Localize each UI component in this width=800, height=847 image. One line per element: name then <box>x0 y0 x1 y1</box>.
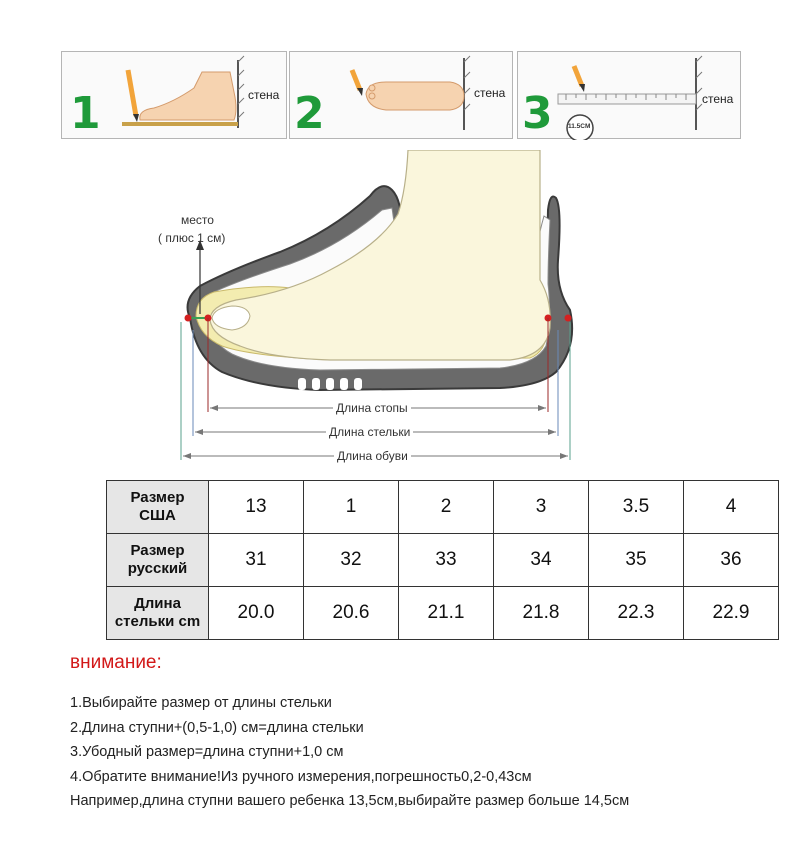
list-item: 2.Длина ступни+(0,5-1,0) см=длина стельки <box>70 719 364 736</box>
row-header-line: русский <box>127 560 188 577</box>
table-cell: 13 <box>209 481 304 534</box>
row-header-line: Длина <box>134 595 181 612</box>
measurement-badge: 11.5CM <box>568 123 591 130</box>
row-header-line: Размер <box>130 542 185 559</box>
table-cell: 36 <box>684 534 779 587</box>
table-row-us-size <box>107 481 779 534</box>
wall-label: стена <box>474 86 506 100</box>
table-cell: 31 <box>209 534 304 587</box>
step-1-number: 1 <box>70 88 101 139</box>
list-item: 1.Выбирайте размер от длины стельки <box>70 695 332 711</box>
wall-label: стена <box>248 88 280 102</box>
list-item: Например,длина ступни вашего ребенка 13,5cм,выбирайте размер больше 14,5cм <box>70 793 630 809</box>
row-header-insole-length <box>107 587 209 640</box>
table-cell: 3 <box>494 481 589 534</box>
size-table <box>106 480 779 640</box>
step-2-number: 2 <box>294 88 325 139</box>
step-1-panel <box>61 51 287 139</box>
row-header-us-size <box>107 481 209 534</box>
table-cell: 4 <box>684 481 779 534</box>
foot-length-label: Длина стопы <box>333 401 411 415</box>
table-cell: 21.8 <box>494 587 589 640</box>
table-cell: 21.1 <box>399 587 494 640</box>
table-cell: 34 <box>494 534 589 587</box>
notes-list <box>70 694 629 817</box>
shoe-length-label: Длина обуви <box>334 449 411 463</box>
wall-label: стена <box>702 92 734 106</box>
row-header-line: США <box>139 507 176 524</box>
list-item: 4.Обратите внимание!Из ручного измерения,погрешность0,2-0,43см <box>70 768 532 785</box>
table-cell: 3.5 <box>589 481 684 534</box>
step-2-panel <box>289 51 513 139</box>
step-3-panel <box>517 51 741 139</box>
table-row-ru-size <box>107 534 779 587</box>
table-cell: 35 <box>589 534 684 587</box>
table-cell: 33 <box>399 534 494 587</box>
table-cell: 32 <box>304 534 399 587</box>
row-header-line: стельки cm <box>114 613 201 630</box>
table-cell: 2 <box>399 481 494 534</box>
table-cell: 22.9 <box>684 587 779 640</box>
table-cell: 20.6 <box>304 587 399 640</box>
row-header-ru-size <box>107 534 209 587</box>
space-note: ( плюс 1 см) <box>158 231 226 245</box>
space-label: место <box>181 213 214 227</box>
row-header-line: Размер <box>130 489 185 506</box>
table-cell: 20.0 <box>209 587 304 640</box>
attention-heading: внимание: <box>70 652 162 673</box>
shoe-measurement-diagram <box>0 150 800 480</box>
table-row-insole-length <box>107 587 779 640</box>
table-cell: 22.3 <box>589 587 684 640</box>
table-cell: 1 <box>304 481 399 534</box>
list-item: 3.Убодный размер=длина ступни+1,0 см <box>70 744 344 760</box>
step-3-number: 3 <box>522 88 553 139</box>
insole-length-label: Длина стельки <box>326 425 413 439</box>
